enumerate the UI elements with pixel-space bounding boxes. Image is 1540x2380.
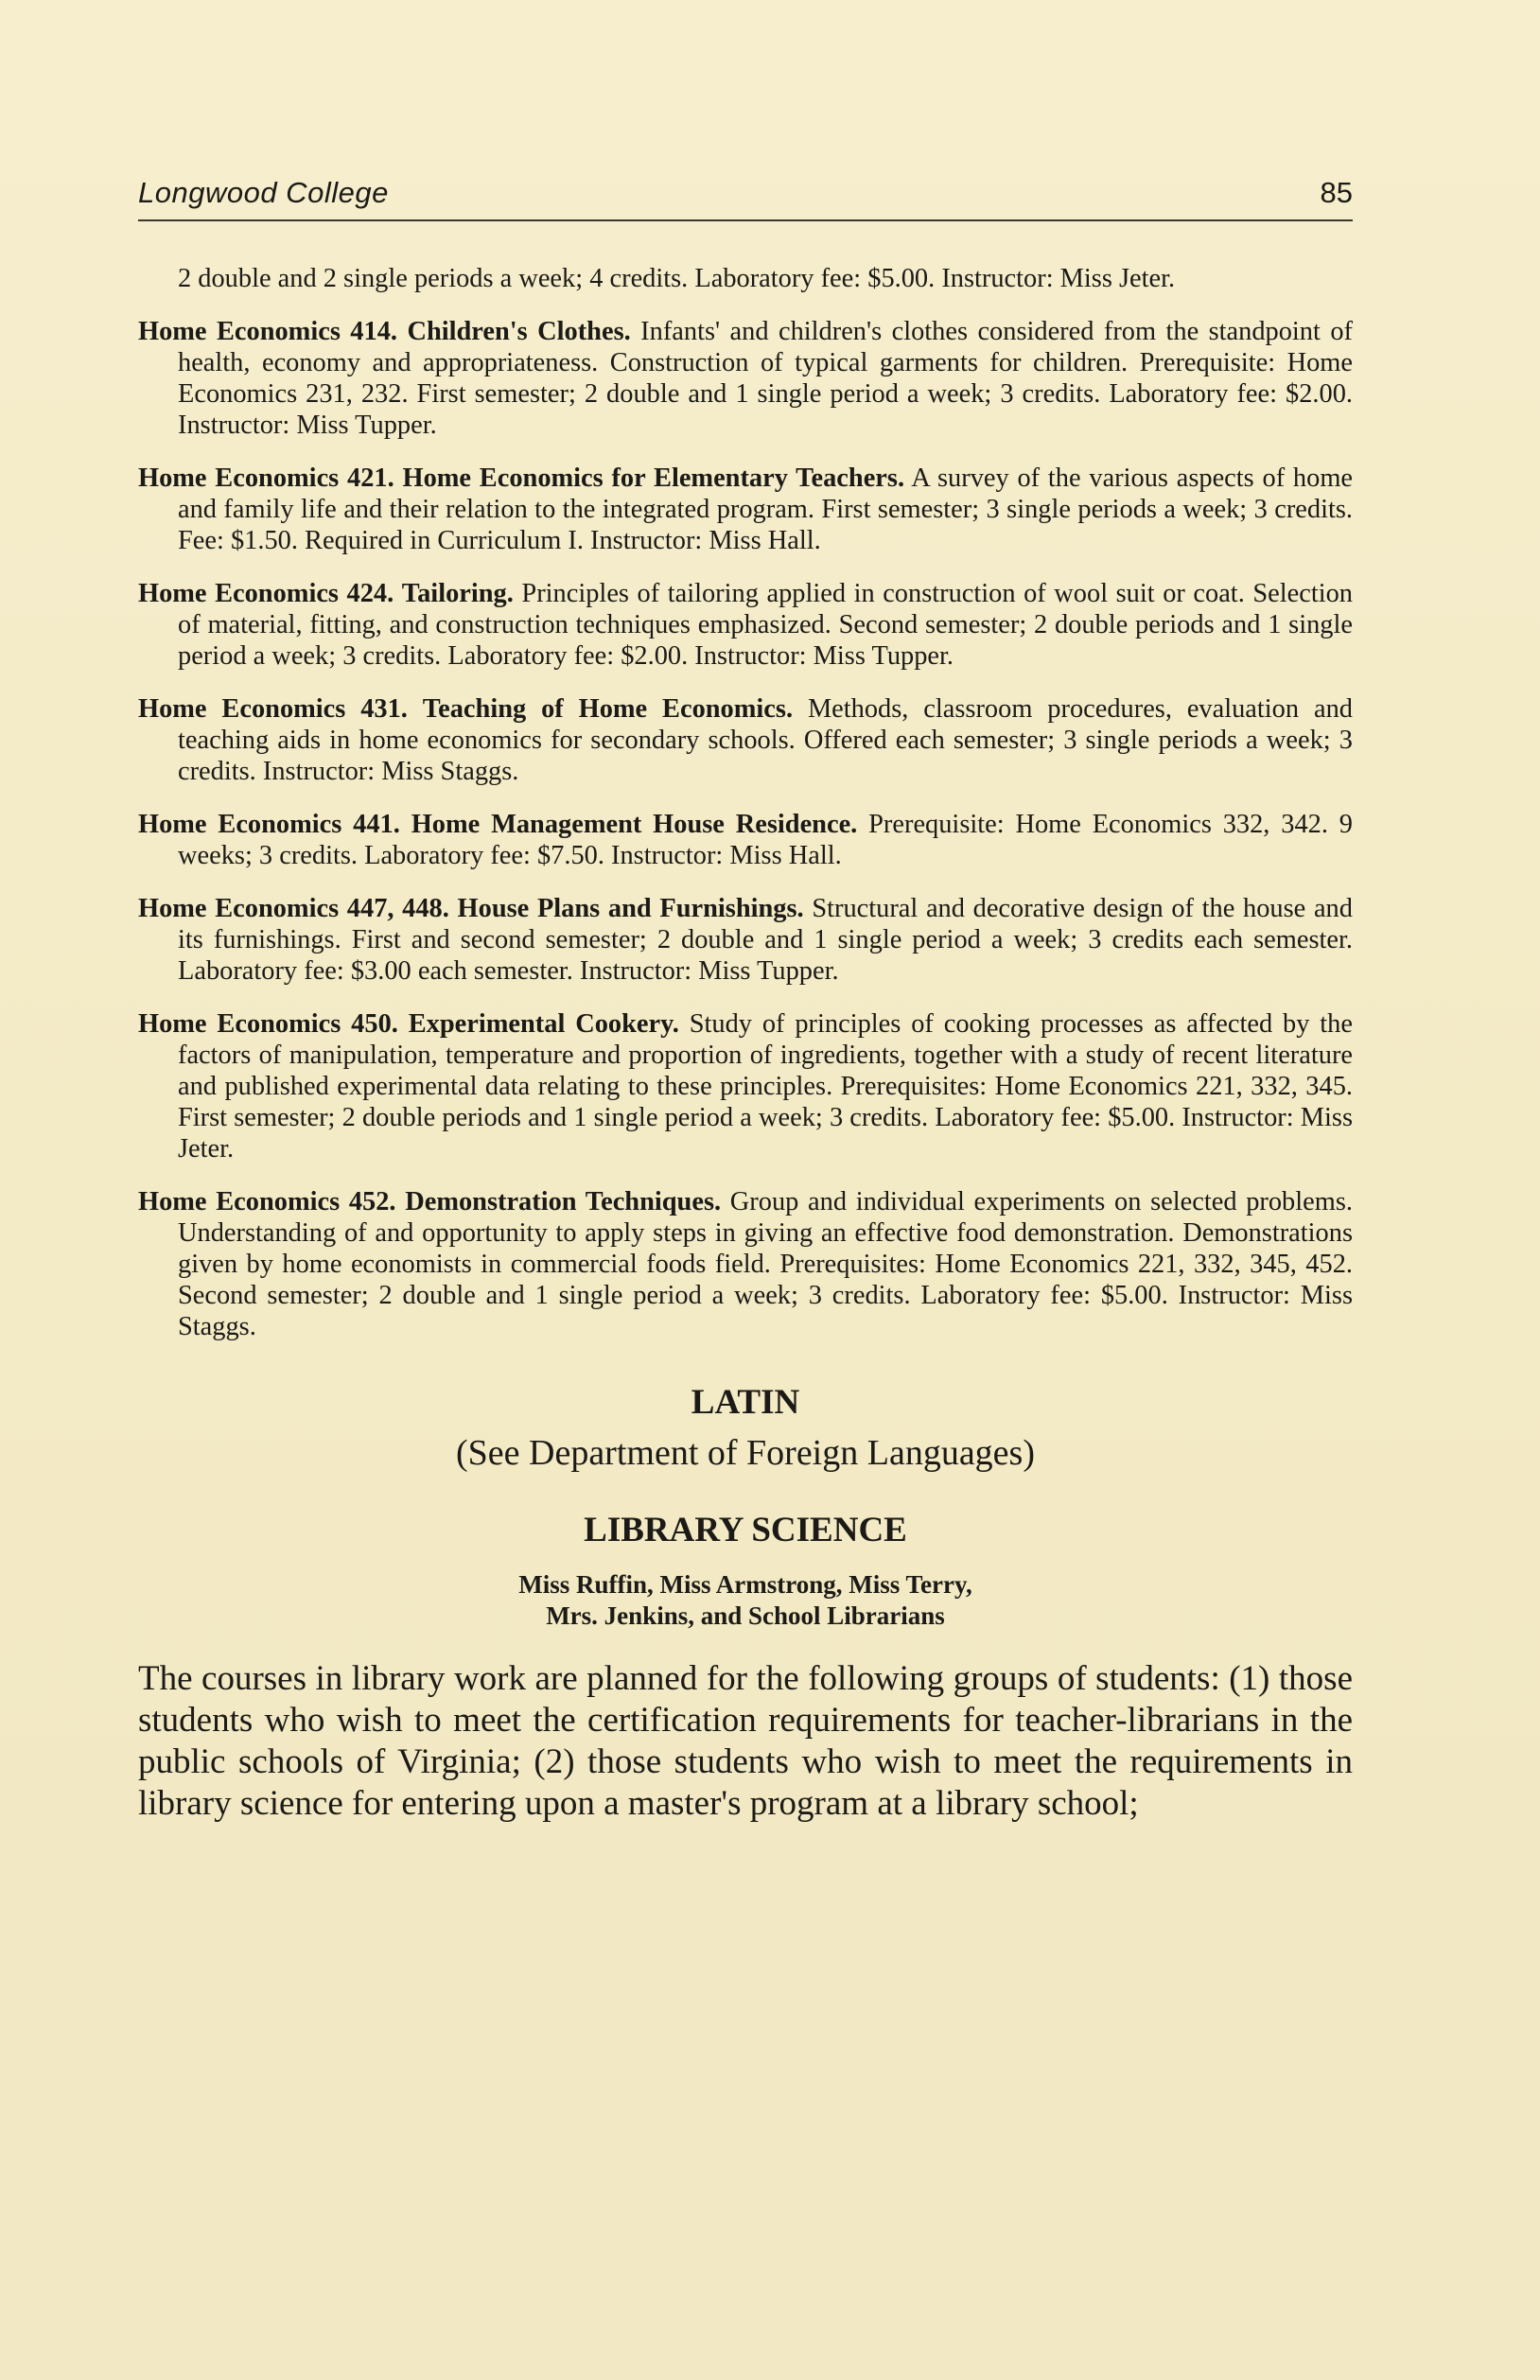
course-title: Experimental Cookery. — [408, 1009, 679, 1039]
course-title: Home Management House Residence. — [411, 810, 858, 839]
continued-course-text: 2 double and 2 single periods a week; 4 credits. Laboratory fee: $5.00. Instructor: Miss Jeter. — [178, 264, 1176, 293]
section-title-latin: LATIN — [691, 1383, 800, 1422]
course-description: Infants' and children's clothes considered from the standpoint of health, economy and appropriateness. Construction of typical garments for children. Prerequisite: Home Economics 231, 232. First semester; 2 double and 1 single period a week; 3 credits. Laboratory fee: $2.00. Instructor: Miss Tupper. — [178, 317, 1353, 440]
course-number: Home Economics 431. — [138, 694, 408, 724]
course-number: Home Economics 452. — [138, 1187, 396, 1216]
course-number: Home Economics 450. — [138, 1009, 398, 1039]
course-number: Home Economics 421. — [138, 464, 394, 493]
course-number: Home Economics 441. — [138, 810, 400, 839]
faculty-line: Miss Ruffin, Miss Armstrong, Miss Terry, — [518, 1570, 972, 1599]
page-number: 85 — [1320, 176, 1353, 209]
course-title: Demonstration Techniques. — [405, 1187, 722, 1216]
course-number: Home Economics 414. — [138, 317, 397, 346]
course-entry — [138, 578, 1353, 672]
course-title: Home Economics for Elementary Teachers. — [402, 464, 905, 493]
course-title: Children's Clothes. — [407, 317, 631, 346]
course-description: Group and individual experiments on selected problems. Understanding of and opportunity to apply steps in giving an effective food demonstration. Demonstrations given by home economists in commercial foods field. Prerequisites: Home Economics 221, 332, 345, 452. Second semester; 2 double and 1 single period a week; 3 credits. Laboratory fee: $5.00. Instructor: Miss Staggs. — [178, 1187, 1353, 1341]
course-entry — [138, 1008, 1353, 1164]
latin-see-note: (See Department of Foreign Languages) — [455, 1433, 1035, 1473]
course-description: Principles of tailoring applied in construction of wool suit or coat. Selection of material, fitting, and construction techniques emphasized. Second semester; 2 double periods and 1 single period a week; 3 credits. Laboratory fee: $2.00. Instructor: Miss Tupper. — [178, 579, 1353, 671]
course-entry — [138, 809, 1353, 871]
course-description: Prerequisite: Home Economics 332, 342. 9 weeks; 3 credits. Laboratory fee: $7.50. Instructor: Miss Hall. — [178, 810, 1353, 870]
course-number: Home Economics 424. — [138, 579, 394, 608]
course-title: Tailoring. — [401, 579, 514, 608]
course-entry — [138, 893, 1353, 987]
page-header — [138, 176, 1353, 221]
college-name: Longwood College — [138, 176, 389, 209]
course-description: A survey of the various aspects of home and family life and their relation to the integrated program. First semester; 3 single periods a week; 3 credits. Fee: $1.50. Required in Curriculum I. Instructor: Miss Hall. — [178, 464, 1354, 555]
faculty-line: Mrs. Jenkins, and School Librarians — [546, 1601, 945, 1630]
course-entry — [138, 1186, 1353, 1342]
course-entry — [138, 463, 1353, 556]
course-entry — [138, 693, 1353, 787]
course-number: Home Economics 447, 448. — [138, 894, 449, 923]
course-description: Structural and decorative design of the house and its furnishings. First and second semester; 2 double and 1 single period a week; 3 credits each semester. Laboratory fee: $3.00 each semester. Instructor: Miss Tupper. — [178, 894, 1353, 986]
course-description: Methods, classroom procedures, evaluation and teaching aids in home economics for secondary schools. Offered each semester; 3 single periods a week; 3 credits. Instructor: Miss Staggs. — [178, 694, 1353, 786]
library-intro-paragraph: The courses in library work are planned for the following groups of students: (1) those students who wish to meet the certification requirements for teacher-librarians in the public schools of Virginia; (2) those students who wish to meet the requirements in library science for entering upon a master's program at a library school; — [138, 1659, 1353, 1823]
course-entry — [138, 316, 1353, 441]
page-content — [138, 263, 1353, 1825]
course-title: Teaching of Home Economics. — [422, 694, 794, 724]
section-title-library-science: LIBRARY SCIENCE — [584, 1511, 907, 1549]
course-title: House Plans and Furnishings. — [457, 894, 804, 923]
course-description: Study of principles of cooking processes as affected by the factors of manipulation, temperature and proportion of ingredients, together with a study of recent literature and published experimental data relating to these principles. Prerequisites: Home Economics 221, 332, 345. First semester; 2 double periods and 1 single period a week; 3 credits. Laboratory fee: $5.00. Instructor: Miss Jeter. — [178, 1009, 1353, 1164]
